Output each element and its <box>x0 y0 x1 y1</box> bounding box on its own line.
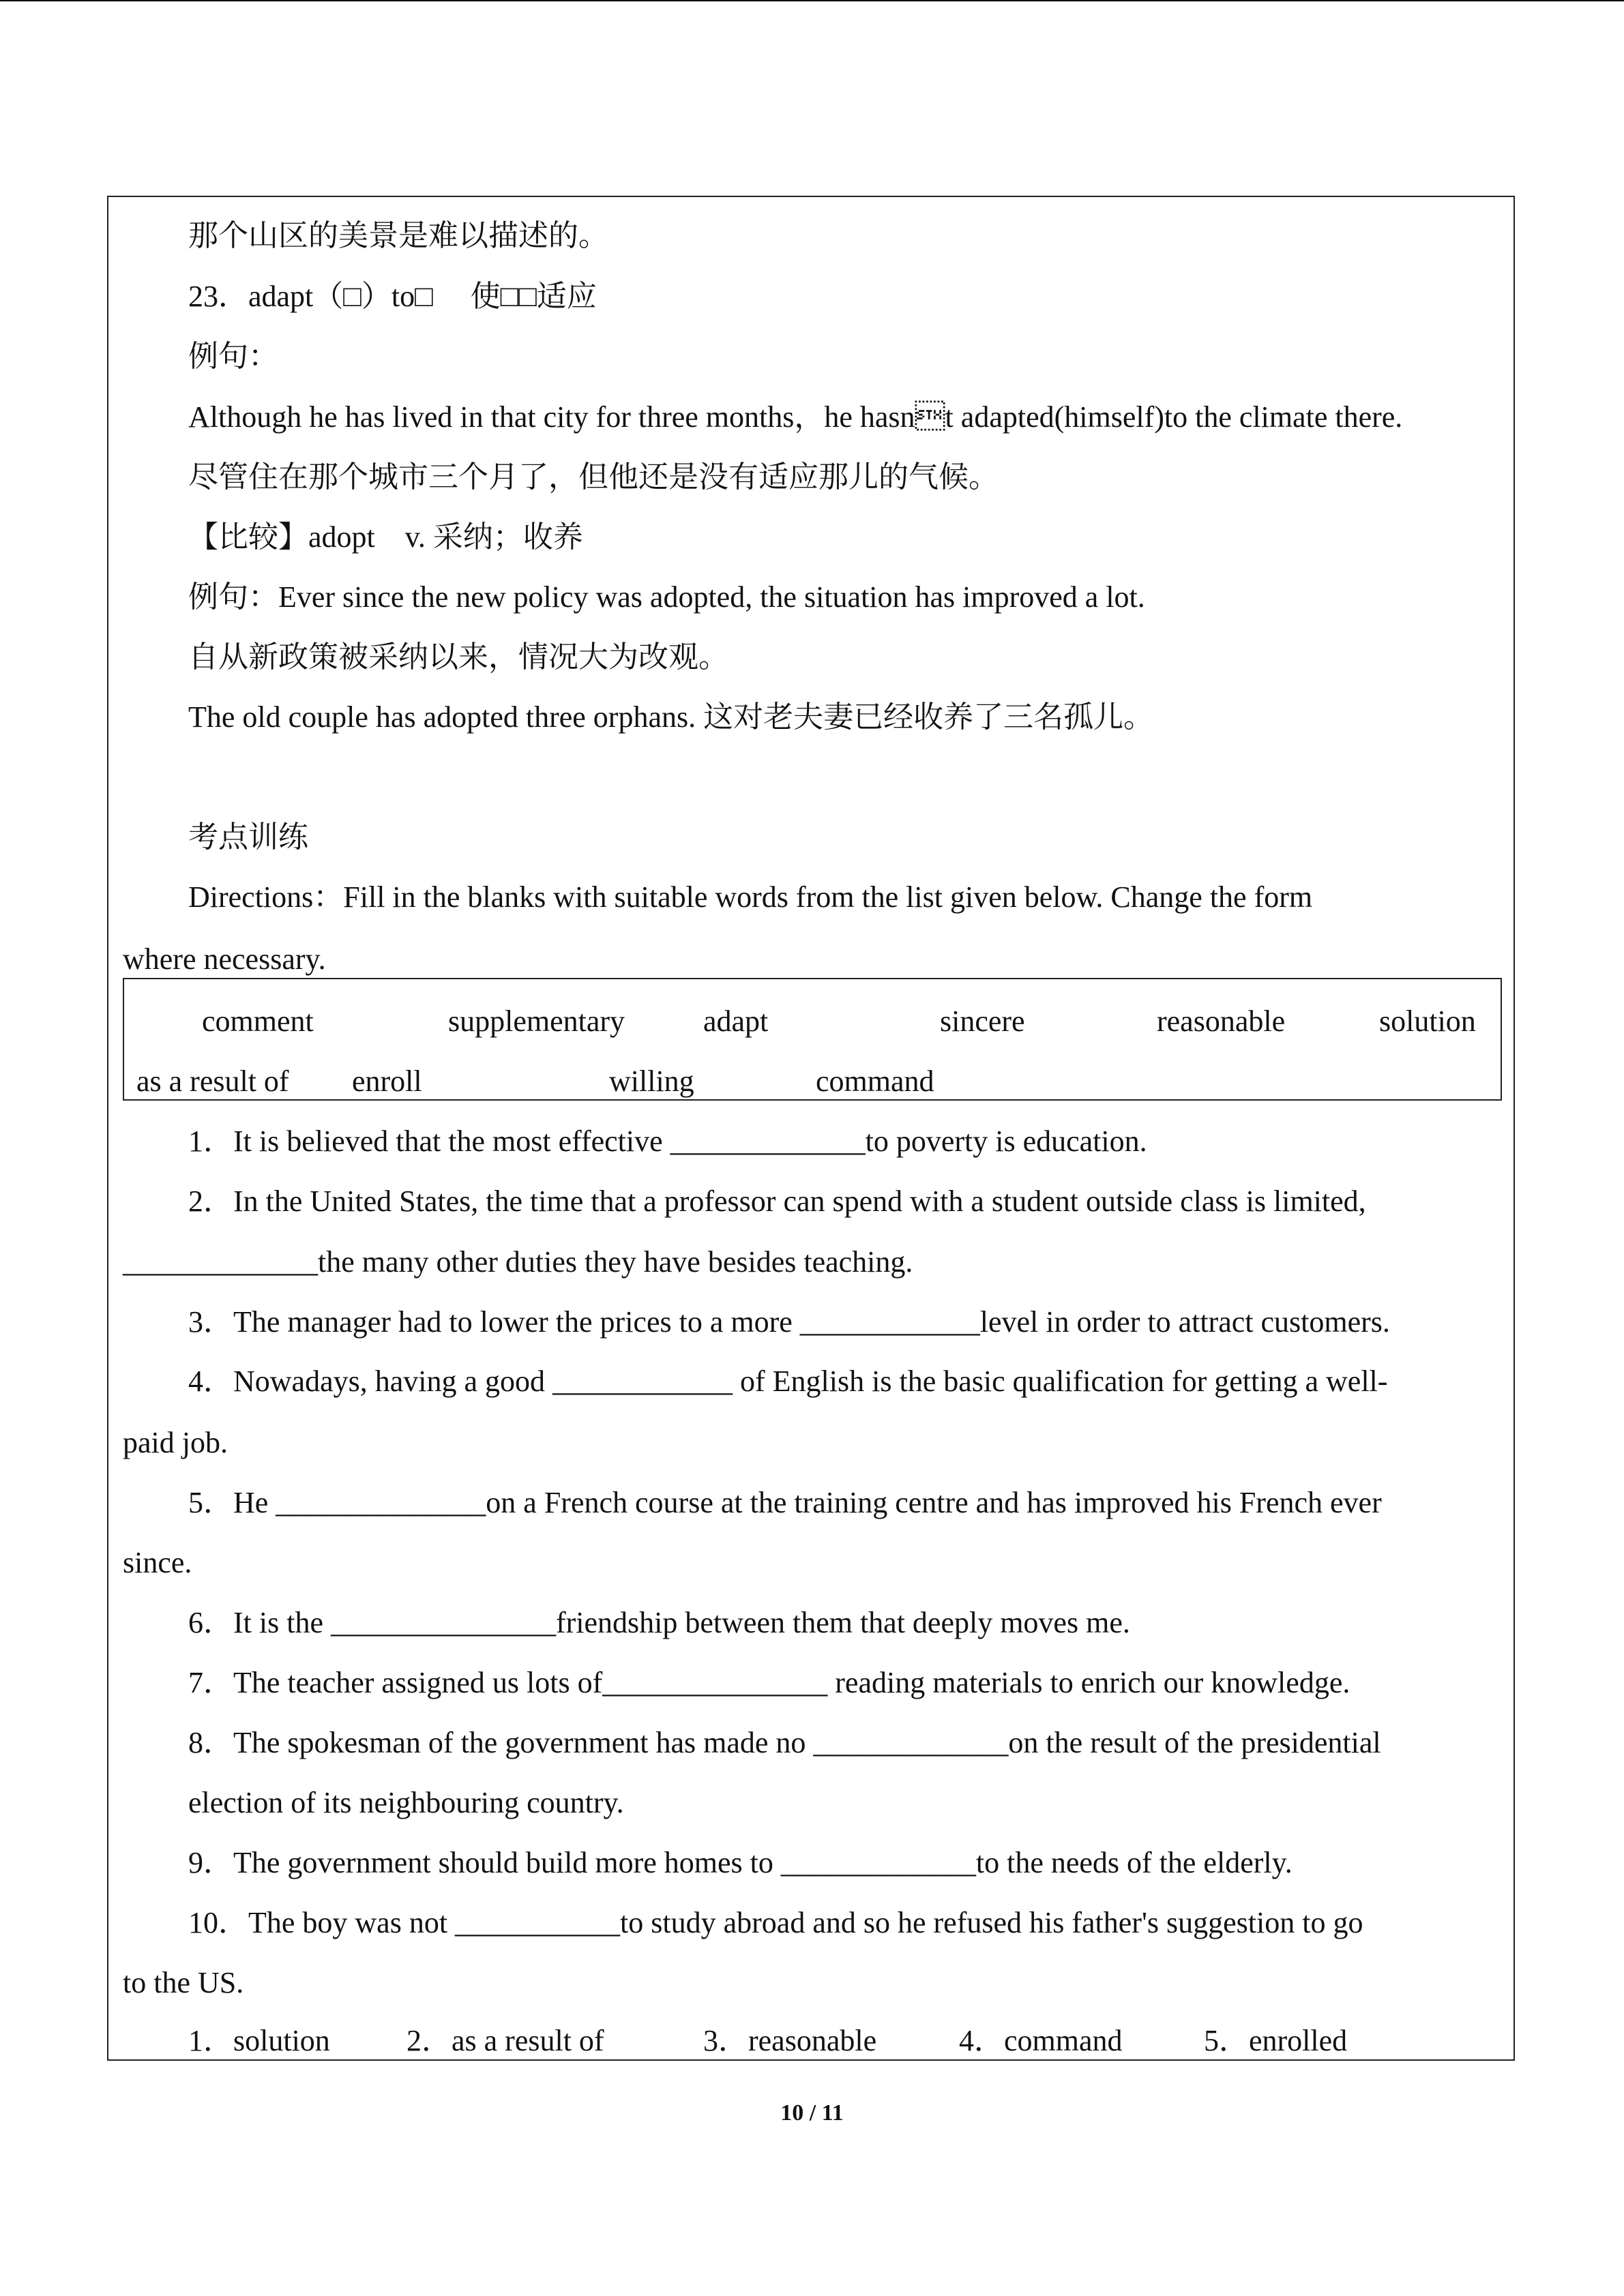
answer-3: 3．reasonable <box>703 2024 877 2057</box>
question-5-line-1: 5．He ______________on a French course at the training centre and has improved his French ever <box>188 1486 1382 1519</box>
example-sentence-adopt-policy: 例句：Ever since the new policy was adopted, the situation has improved a lot. <box>188 580 1145 614</box>
word-enroll: enroll <box>352 1064 422 1098</box>
directions-line-1 <box>188 877 1501 918</box>
directions-line-2: where necessary. <box>123 942 326 976</box>
question-10-line-1: 10．The boy was not ___________to study abroad and so he refused his father's suggestion to go <box>188 1906 1363 1939</box>
question-7: 7．The teacher assigned us lots of_______________ reading materials to enrich our knowledge. <box>188 1666 1350 1699</box>
section-title: 考点训练 <box>188 820 308 854</box>
compare-adopt-heading: 【比较】adopt v. 采纳；收养 <box>188 520 583 554</box>
example-sentence-adopt-orphans: The old couple has adopted three orphans. 这对老夫妻已经收养了三名孤儿。 <box>188 700 1154 734</box>
entry-23-heading: 23．adapt（□）to□ 使□□适应 <box>188 280 597 313</box>
example-label: 例句： <box>188 340 278 373</box>
example-translation-scenery: 那个山区的美景是难以描述的。 <box>188 219 608 252</box>
word-list-box <box>123 978 1502 1101</box>
example-translation-adapt: 尽管住在那个城市三个月了，但他还是没有适应那儿的气候。 <box>188 460 999 494</box>
word-adapt: adapt <box>703 1004 769 1038</box>
word-supplementary: supplementary <box>448 1004 625 1038</box>
example-translation-adopt-policy: 自从新政策被采纳以来，情况大为改观。 <box>188 640 728 674</box>
word-willing: willing <box>609 1064 694 1098</box>
word-comment: comment <box>202 1004 314 1038</box>
question-6: 6．It is the _______________friendship between them that deeply moves me. <box>188 1606 1130 1639</box>
top-rule <box>0 0 1624 1</box>
answer-4: 4．command <box>959 2024 1123 2057</box>
question-2-line-2: _____________the many other duties they have besides teaching. <box>123 1245 913 1279</box>
word-command: command <box>816 1064 934 1098</box>
question-5-line-2: since. <box>123 1546 192 1579</box>
question-2-line-1: 2．In the United States, the time that a professor can spend with a student outside class is limited, <box>188 1184 1366 1218</box>
answer-1: 1．solution <box>188 2024 330 2057</box>
answer-2: 2．as a result of <box>407 2024 604 2057</box>
question-1: 1．It is believed that the most effective _____________to poverty is education. <box>188 1124 1147 1158</box>
question-4-line-1: 4．Nowadays, having a good ____________ of English is the basic qualification for getting a well- <box>188 1365 1388 1398</box>
word-as-a-result-of: as a result of <box>136 1064 289 1098</box>
question-3: 3．The manager had to lower the prices to a more ____________level in order to attract customers. <box>188 1305 1390 1339</box>
example-sentence-adapt: Although he has lived in that city for three months，he hasnt adapted(himself)to the climate there. <box>188 400 1403 434</box>
question-4-line-2: paid job. <box>123 1426 228 1459</box>
question-9: 9．The government should build more homes to _____________to the needs of the elderly. <box>188 1846 1293 1879</box>
word-solution: solution <box>1379 1004 1476 1038</box>
page-number: 10 / 11 <box>780 2100 844 2126</box>
question-8-line-1: 8．The spokesman of the government has made no _____________on the result of the presidential <box>188 1726 1381 1759</box>
question-8-line-2: election of its neighbouring country. <box>188 1786 624 1819</box>
directions-text: Directions：Fill in the blanks with suitable words from the list given below. Change the form <box>188 880 1313 914</box>
answer-5: 5．enrolled <box>1204 2024 1348 2057</box>
word-sincere: sincere <box>940 1004 1025 1038</box>
word-reasonable: reasonable <box>1157 1004 1286 1038</box>
question-10-line-2: to the US. <box>123 1966 244 1999</box>
